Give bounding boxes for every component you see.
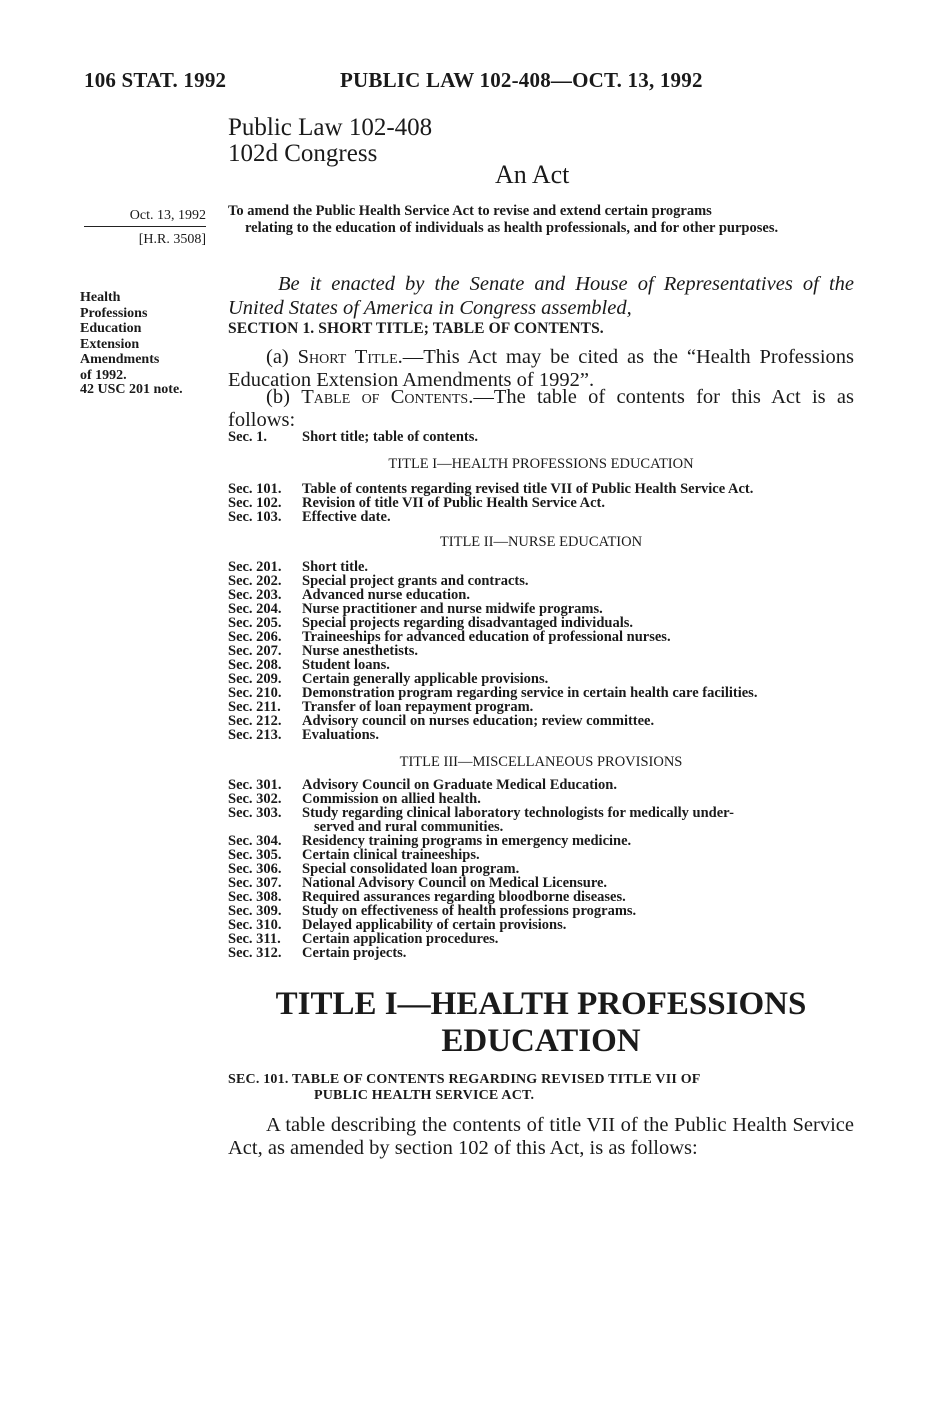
toc-entry-number: Sec. 309. <box>228 903 282 919</box>
title-i-heading-line: EDUCATION <box>441 1023 641 1059</box>
toc-entry-text: Certain application procedures. <box>302 931 499 947</box>
toc-entry-text: Revision of title VII of Public Health Service Act. <box>302 495 605 511</box>
toc-entry-number: Sec. 310. <box>228 917 282 933</box>
toc-entry-text: Special consolidated loan program. <box>302 861 520 877</box>
toc-entry-text: Student loans. <box>302 657 390 673</box>
section-101-heading <box>228 1072 854 1104</box>
toc-title-heading: TITLE I—HEALTH PROFESSIONS EDUCATION <box>388 456 694 472</box>
toc-entry-number: Sec. 207. <box>228 643 282 659</box>
toc-entry-number: Sec. 302. <box>228 791 282 807</box>
toc-entry-number: Sec. 303. <box>228 805 282 821</box>
enacting-clause: Be it enacted by the Senate and House of Representatives of the United States of America in Congress assembled, <box>228 273 854 319</box>
section-1-b <box>228 386 854 432</box>
toc-entry-text: Demonstration program regarding service in certain health care facilities. <box>302 685 758 701</box>
subsection-label: (a) <box>266 346 298 368</box>
toc-entry-number: Sec. 209. <box>228 671 282 687</box>
subsection-text: .—The table of contents for this Act is as follows: <box>228 386 855 431</box>
toc-entry-number: Sec. 201. <box>228 559 282 575</box>
toc-entry-text: Nurse anesthetists. <box>302 643 418 659</box>
margin-subject-line: Amendments <box>80 352 160 367</box>
toc-entry-text: Advanced nurse education. <box>302 587 470 603</box>
toc-entry-text: Certain clinical traineeships. <box>302 847 480 863</box>
toc-entry-text: Study regarding clinical laboratory technologists for medically under- <box>302 805 734 821</box>
toc-entry <box>228 430 854 445</box>
toc-entry <box>228 728 854 743</box>
toc-entry-number: Sec. 102. <box>228 495 282 511</box>
toc-entry-text: Required assurances regarding bloodborne diseases. <box>302 889 626 905</box>
toc-entry-number: Sec. 301. <box>228 777 282 793</box>
purpose-continuation: relating to the education of individuals as health professionals, and for other purposes. <box>245 220 779 236</box>
toc-entry-text: Special project grants and contracts. <box>302 573 529 589</box>
toc-entry-text: Evaluations. <box>302 727 379 743</box>
toc-entry-number: Sec. 304. <box>228 833 282 849</box>
margin-subject-note <box>80 290 220 383</box>
toc-title-heading: TITLE III—MISCELLANEOUS PROVISIONS <box>399 754 683 770</box>
toc-entry-continuation: served and rural communities. <box>314 819 504 835</box>
toc-entry-text: Table of contents regarding revised title VII of Public Health Service Act. <box>302 481 754 497</box>
toc-entry-text: Short title; table of contents. <box>302 429 478 445</box>
subsection-label: (b) <box>266 386 302 408</box>
purpose-first-line: To amend the Public Health Service Act to revise and extend certain programs <box>228 203 712 219</box>
subsection-heading: Table of Contents <box>301 386 469 408</box>
margin-subject-line: Education <box>80 321 142 336</box>
subsection-text: .—This Act may be cited as the “Health Professions Education Extension Amendments of 1992”. <box>228 346 854 391</box>
toc-entry-number: Sec. 306. <box>228 861 282 877</box>
section-101-heading-line: SEC. 101. TABLE OF CONTENTS REGARDING REVISED TITLE VII OF <box>228 1072 701 1087</box>
toc-entry-number: Sec. 307. <box>228 875 282 891</box>
toc-entry-number: Sec. 210. <box>228 685 282 701</box>
toc-entry-text: Commission on allied health. <box>302 791 481 807</box>
section-101-heading-line: PUBLIC HEALTH SERVICE ACT. <box>314 1088 535 1103</box>
title-i-heading <box>228 986 854 1060</box>
toc-entry-text: Certain generally applicable provisions. <box>302 671 549 687</box>
toc-entry-number: Sec. 208. <box>228 657 282 673</box>
toc-entry <box>228 946 854 961</box>
toc-entry-number: Sec. 308. <box>228 889 282 905</box>
toc-entry-number: Sec. 101. <box>228 481 282 497</box>
toc-entry-number: Sec. 213. <box>228 727 282 743</box>
toc-entry-number: Sec. 211. <box>228 699 281 715</box>
toc-entry-number: Sec. 103. <box>228 509 282 525</box>
margin-subject-line: of 1992. <box>80 367 127 383</box>
toc-entry-text: Study on effectiveness of health professions programs. <box>302 903 637 919</box>
toc-entry-text: Delayed applicability of certain provisions. <box>302 917 567 933</box>
toc-entry <box>228 510 854 525</box>
act-label: An Act <box>495 160 570 189</box>
toc-entry-number: Sec. 1. <box>228 429 268 445</box>
toc-entry-text: Nurse practitioner and nurse midwife programs. <box>302 601 603 617</box>
margin-usc-note: 42 USC 201 note. <box>80 382 183 397</box>
toc-entry-text: Advisory Council on Graduate Medical Education. <box>302 777 617 793</box>
subsection-heading: Short Title <box>297 346 398 368</box>
page-reference: 106 STAT. 1992 <box>84 68 227 92</box>
toc-entry-text: Special projects regarding disadvantaged individuals. <box>302 615 634 631</box>
toc-entry-text: National Advisory Council on Medical Licensure. <box>302 875 608 891</box>
toc-entry-text: Traineeships for advanced education of professional nurses. <box>302 629 671 645</box>
margin-bill-number: [H.R. 3508] <box>138 232 206 247</box>
toc-entry-number: Sec. 202. <box>228 573 282 589</box>
title-i-heading-line: TITLE I—HEALTH PROFESSIONS <box>275 986 807 1022</box>
toc-entry-number: Sec. 311. <box>228 931 281 947</box>
running-title: PUBLIC LAW 102-408—OCT. 13, 1992 <box>340 68 703 92</box>
section-1-heading: SECTION 1. SHORT TITLE; TABLE OF CONTENTS. <box>228 320 604 337</box>
toc-entry-number: Sec. 205. <box>228 615 282 631</box>
toc-entry-text: Effective date. <box>302 509 391 525</box>
toc-entry-text: Residency training programs in emergency medicine. <box>302 833 632 849</box>
toc-entry-number: Sec. 206. <box>228 629 282 645</box>
toc-entry-number: Sec. 203. <box>228 587 282 603</box>
toc-entry-text: Transfer of loan repayment program. <box>302 699 534 715</box>
toc-entry-number: Sec. 312. <box>228 945 282 961</box>
congress: 102d Congress <box>228 140 378 167</box>
section-101-body: A table describing the contents of title VII of the Public Health Service Act, as amended by section 102 of this Act, is as follows: <box>228 1114 854 1159</box>
toc-title-heading: TITLE II—NURSE EDUCATION <box>439 534 643 550</box>
act-purpose <box>228 203 854 237</box>
toc-entry-number: Sec. 204. <box>228 601 282 617</box>
margin-subject-line: Professions <box>80 305 148 321</box>
toc-entry-text: Short title. <box>302 559 369 575</box>
margin-date: Oct. 13, 1992 <box>84 208 206 227</box>
margin-subject-line: Health <box>80 290 121 305</box>
toc-entry-text: Advisory council on nurses education; review committee. <box>302 713 655 729</box>
law-number: Public Law 102-408 <box>228 114 433 141</box>
table-of-contents <box>228 430 854 970</box>
toc-entry-text: Certain projects. <box>302 945 407 961</box>
margin-subject-line: Extension <box>80 336 140 352</box>
toc-entry-number: Sec. 212. <box>228 713 282 729</box>
toc-entry-number: Sec. 305. <box>228 847 282 863</box>
